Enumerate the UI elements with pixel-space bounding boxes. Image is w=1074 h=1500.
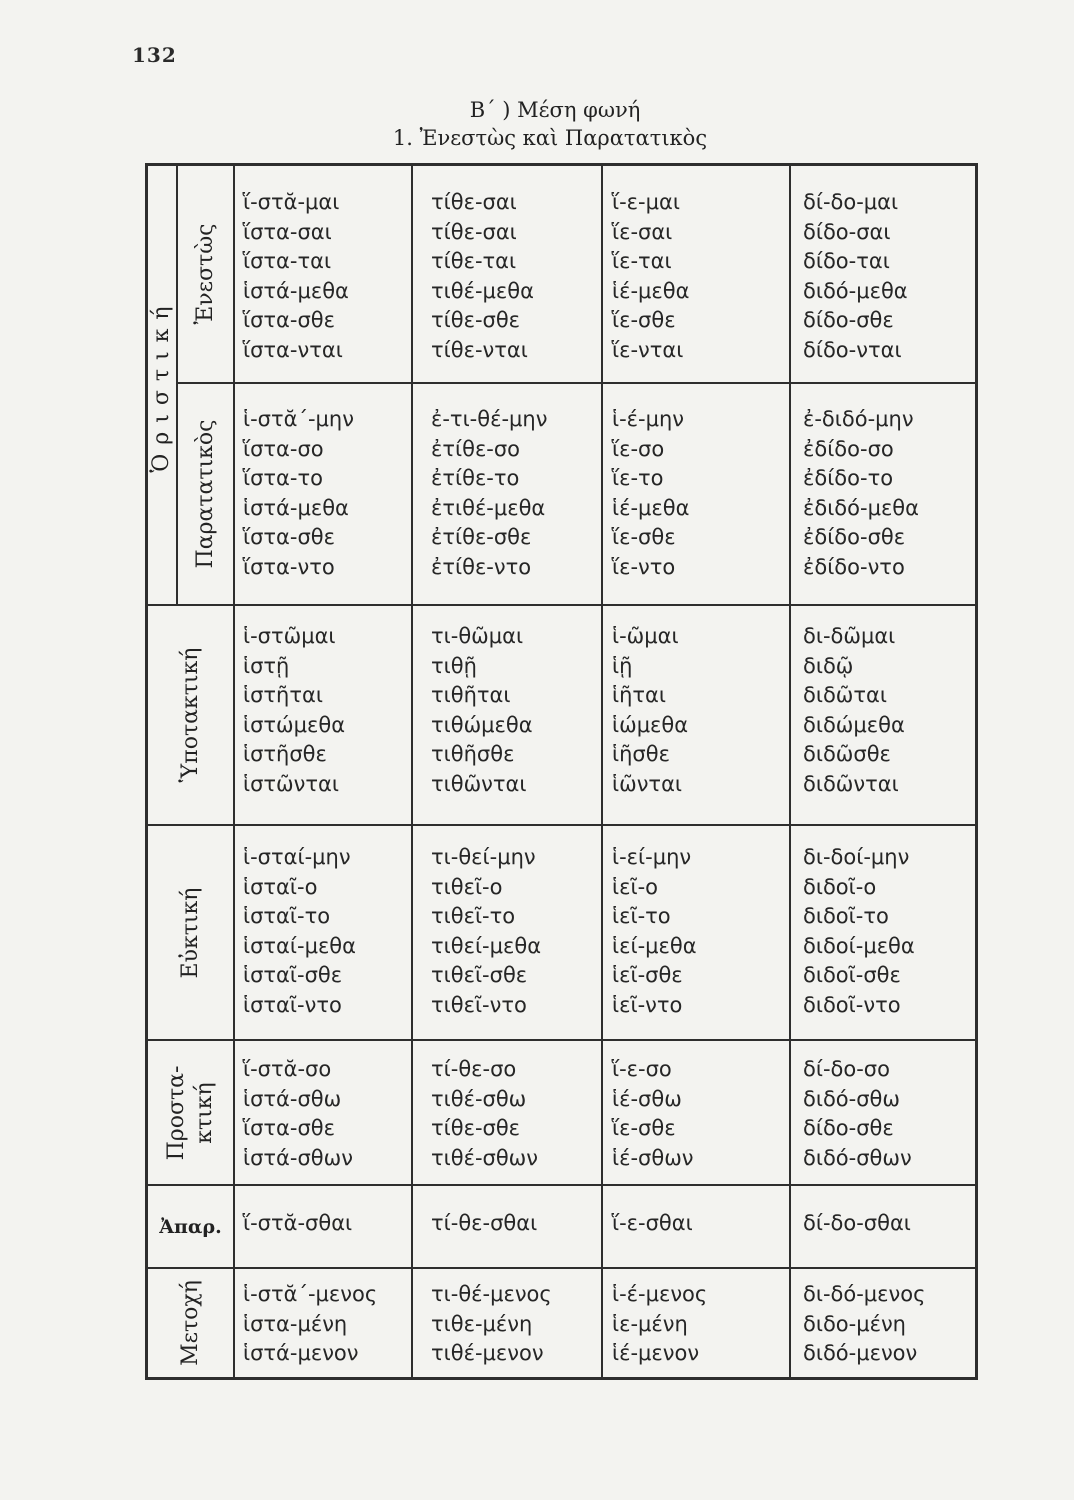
verb-form: ἱστῶνται — [243, 771, 339, 796]
verb-form: τίθε-νται — [431, 337, 528, 362]
verb-form: ἱέ-μεθα — [612, 495, 690, 520]
verb-form: ἱ-έ-μενος — [612, 1282, 708, 1306]
verb-form: ἱῆται — [612, 683, 667, 707]
verb-form: ἱ-στῶμαι — [243, 624, 336, 648]
verb-form: τιθέ-μενον — [431, 1341, 544, 1365]
mood-label-prostaktiki — [163, 1065, 219, 1160]
verb-form: τιθέ-σθων — [431, 1145, 538, 1170]
verb-form: ἵ-στᾰ-σθαι — [243, 1211, 353, 1235]
verb-form: διδῷ — [803, 653, 854, 678]
verb-form: ἱστά-σθω — [243, 1086, 342, 1111]
verb-form: ἱῇ — [612, 653, 633, 678]
verb-form: ἵε-το — [612, 466, 664, 490]
verb-form: ἱώμεθα — [612, 712, 689, 737]
verb-form: δίδο-ται — [803, 249, 890, 273]
verb-form: ἱεῖ-το — [612, 904, 671, 928]
aparemfato-column-3 — [603, 1186, 789, 1267]
mood-label-eyktiki: Εὐκτική — [177, 887, 203, 978]
verb-form: τιθῆσθε — [431, 742, 515, 766]
metochi-column-2 — [413, 1269, 601, 1377]
verb-form: ἱστά-μεθα — [243, 278, 349, 303]
verb-form: ἱέ-σθων — [612, 1145, 694, 1170]
verb-form: ἱστά-σθων — [243, 1145, 353, 1170]
enestos-column-1 — [235, 166, 411, 382]
verb-form: διδο-μένη — [803, 1311, 906, 1336]
verb-form: ἵστα-το — [243, 466, 323, 490]
verb-form: ἱε-μένη — [612, 1311, 688, 1336]
verb-form: δίδο-σθε — [803, 308, 894, 332]
metochi-column-4 — [791, 1269, 975, 1377]
prostaktiki-column-1 — [235, 1041, 411, 1184]
verb-form: ἵστα-σθε — [243, 525, 335, 549]
verb-form: τί-θε-σθαι — [431, 1211, 538, 1235]
aparemfato-column-2 — [413, 1186, 601, 1267]
verb-form: ἵστα-σθε — [243, 308, 335, 332]
verb-form: ἐτιθέ-μεθα — [431, 495, 546, 520]
verb-form: ἱστα-μένη — [243, 1311, 348, 1336]
verb-form: τι-θέ-μενος — [431, 1282, 552, 1306]
verb-form: τί-θε-σο — [431, 1057, 517, 1081]
verb-form: διδοί-μεθα — [803, 933, 915, 958]
verb-form: τι-θῶμαι — [431, 624, 524, 648]
page-number: 132 — [132, 43, 177, 67]
mood-label-oristiki: Ὁριστική — [149, 297, 174, 473]
verb-form: ἵε-ντο — [612, 554, 676, 579]
verb-form: ἵε-ται — [612, 249, 672, 273]
verb-form: τιθεί-μεθα — [431, 933, 542, 958]
verb-form: διδώμεθα — [803, 712, 905, 737]
verb-form: ἵ-στᾰ-σο — [243, 1057, 332, 1081]
aparemfato-column-1 — [235, 1186, 411, 1267]
verb-form: ἐδίδο-ντο — [803, 554, 905, 579]
prostaktiki-column-2 — [413, 1041, 601, 1184]
verb-form: ἱῆσθε — [612, 742, 670, 766]
verb-form: ἵστα-νται — [243, 337, 343, 362]
verb-form: διδό-σθων — [803, 1145, 912, 1170]
verb-form: διδό-μεθα — [803, 278, 908, 303]
verb-form: διδό-μενον — [803, 1341, 918, 1365]
verb-form: ἵστα-σαι — [243, 219, 332, 244]
verb-form: ἐ-διδό-μην — [803, 407, 914, 431]
prostaktiki-column-4 — [791, 1041, 975, 1184]
ypotaktiki-column-3 — [603, 606, 789, 824]
verb-form: ἐδίδο-σθε — [803, 525, 906, 549]
verb-form: ἱστῆται — [243, 683, 323, 707]
verb-form: ἐτίθε-ντο — [431, 554, 532, 579]
verb-form: ἱέ-σθω — [612, 1086, 682, 1111]
verb-form: τιθῇ — [431, 653, 477, 678]
verb-form: τιθεῖ-ντο — [431, 992, 527, 1017]
verb-form: ἵστα-ντο — [243, 554, 335, 579]
verb-form: τιθε-μένη — [431, 1311, 533, 1336]
verb-form: ἵε-σο — [612, 436, 665, 461]
eyktiki-column-3 — [603, 826, 789, 1039]
verb-form: τιθεῖ-σθε — [431, 963, 528, 987]
verb-form: ἱστά-μενον — [243, 1341, 359, 1365]
verb-form: ἵε-νται — [612, 337, 684, 362]
verb-form: ἱσταῖ-το — [243, 904, 331, 928]
ypotaktiki-column-1 — [235, 606, 411, 824]
verb-form: ἱέ-μεθα — [612, 278, 690, 303]
enestos-column-3 — [603, 166, 789, 382]
eyktiki-column-1 — [235, 826, 411, 1039]
verb-form: δί-δο-σθαι — [803, 1211, 911, 1235]
verb-form: ἱ-ῶμαι — [612, 624, 679, 648]
verb-form: διδό-σθω — [803, 1086, 900, 1111]
verb-form: ἵστα-σθε — [243, 1116, 335, 1140]
verb-form: ἱεῖ-ντο — [612, 992, 683, 1017]
verb-form: ἱσταί-μεθα — [243, 933, 356, 958]
verb-form: τίθε-ται — [431, 249, 517, 273]
verb-form: ἐτίθε-το — [431, 466, 520, 490]
verb-form: διδοῖ-το — [803, 904, 889, 928]
verb-form: ἐδίδο-το — [803, 466, 894, 490]
verb-form: τιθῶνται — [431, 771, 527, 796]
verb-form: ἱῶνται — [612, 771, 683, 796]
verb-form: διδῶται — [803, 683, 887, 707]
mood-label-cell-metochi — [148, 1269, 233, 1377]
section-title: Β΄ ) Μέση φωνή — [469, 98, 641, 122]
verb-form: ἵ-ε-σθαι — [612, 1211, 693, 1235]
paratatikos-column-1 — [235, 384, 411, 604]
section-subtitle: 1. Ἐνεστὼς καὶ Παρατατικὸς — [392, 126, 708, 150]
paratatikos-column-4 — [791, 384, 975, 604]
verb-form: ἵ-ε-μαι — [612, 190, 680, 214]
verb-form: τιθῆται — [431, 683, 511, 707]
verb-form: ἱστῆσθε — [243, 742, 327, 766]
verb-form: τιθέ-σθω — [431, 1086, 527, 1111]
mood-label-cell-oristiki — [148, 166, 176, 604]
verb-form: ἱστά-μεθα — [243, 495, 349, 520]
mood-label-cell-aparemfato — [148, 1186, 233, 1267]
verb-form: ἱσταῖ-ο — [243, 874, 318, 899]
verb-form: τίθε-σθε — [431, 308, 521, 332]
verb-form: ἐδίδο-σο — [803, 436, 894, 461]
enestos-column-4 — [791, 166, 975, 382]
prostaktiki-column-3 — [603, 1041, 789, 1184]
verb-form: ἱεῖ-ο — [612, 874, 658, 899]
verb-form: τιθεῖ-το — [431, 904, 516, 928]
verb-form: τιθέ-μεθα — [431, 278, 534, 303]
verb-form: ἱ-σταί-μην — [243, 845, 351, 869]
tense-label-enestos: Ἐνεστὼς — [192, 223, 218, 325]
verb-form: διδῶνται — [803, 771, 899, 796]
verb-form: ἵστα-ται — [243, 249, 332, 273]
mood-label-metochi: Μετοχή — [177, 1280, 203, 1366]
verb-form: ἱσταῖ-σθε — [243, 963, 343, 987]
verb-form: δί-δο-μαι — [803, 190, 899, 214]
verb-form: ἵε-σθε — [612, 525, 676, 549]
verb-form: ἱστῇ — [243, 653, 290, 678]
metochi-column-3 — [603, 1269, 789, 1377]
verb-form: ἵε-σθε — [612, 308, 676, 332]
ypotaktiki-column-4 — [791, 606, 975, 824]
verb-form: ἵε-σαι — [612, 219, 673, 244]
eyktiki-column-2 — [413, 826, 601, 1039]
enestos-column-2 — [413, 166, 601, 382]
paratatikos-column-3 — [603, 384, 789, 604]
verb-form: τιθεῖ-ο — [431, 874, 503, 899]
verb-form: δι-δῶμαι — [803, 624, 896, 648]
verb-form: τι-θεί-μην — [431, 845, 536, 869]
verb-form: διδῶσθε — [803, 742, 891, 766]
mood-label-cell-eyktiki — [148, 826, 233, 1039]
ypotaktiki-column-2 — [413, 606, 601, 824]
verb-form: ἱ-στᾰ΄-μενος — [243, 1282, 378, 1306]
verb-form: δίδο-σθε — [803, 1116, 894, 1140]
verb-form: ἱ-στᾰ΄-μην — [243, 407, 354, 431]
verb-form: ἱσταῖ-ντο — [243, 992, 342, 1017]
verb-form: τίθε-σαι — [431, 190, 517, 214]
verb-form: ἵ-ε-σο — [612, 1057, 672, 1081]
verb-form: ἱεί-μεθα — [612, 933, 697, 958]
metochi-column-1 — [235, 1269, 411, 1377]
verb-form: ἵ-στᾰ-μαι — [243, 190, 340, 214]
mood-label-prostaktiki-line-1: Προστα- — [163, 1065, 189, 1160]
verb-form: ἱεῖ-σθε — [612, 963, 683, 987]
verb-form: ἐδιδό-μεθα — [803, 495, 919, 520]
mood-label-aparemfato: Ἀπαρ. — [159, 1215, 222, 1238]
tense-label-paratatikos: Παρατατικὸς — [192, 419, 218, 569]
verb-form: ἱστώμεθα — [243, 712, 346, 737]
verb-form: τίθε-σαι — [431, 219, 517, 244]
mood-label-cell-ypotaktiki — [148, 606, 233, 824]
verb-form: ἐτίθε-σο — [431, 436, 521, 461]
tense-label-cell-enestos — [178, 166, 233, 382]
verb-form: ἵστα-σο — [243, 436, 324, 461]
mood-label-ypotaktiki: Ὑποτακτική — [177, 647, 203, 783]
verb-form: τίθε-σθε — [431, 1116, 521, 1140]
verb-form: ἐ-τι-θέ-μην — [431, 407, 548, 431]
verb-form: δίδο-σαι — [803, 219, 891, 244]
mood-label-prostaktiki-line-2: κτική — [191, 1081, 217, 1144]
verb-form: ἱ-εί-μην — [612, 845, 692, 869]
paratatikos-column-2 — [413, 384, 601, 604]
verb-form: ἐτίθε-σθε — [431, 525, 532, 549]
verb-form: δί-δο-σο — [803, 1057, 890, 1081]
verb-form: δι-δοί-μην — [803, 845, 910, 869]
verb-form: δίδο-νται — [803, 337, 902, 362]
verb-form: τιθώμεθα — [431, 712, 533, 737]
verb-form: διδοῖ-σθε — [803, 963, 901, 987]
conjugation-table — [145, 163, 978, 1380]
verb-form: διδοῖ-ο — [803, 874, 877, 899]
verb-form: δι-δό-μενος — [803, 1282, 926, 1306]
verb-form: ἱέ-μενον — [612, 1341, 700, 1365]
verb-form: ἵε-σθε — [612, 1116, 676, 1140]
verb-form: διδοῖ-ντο — [803, 992, 901, 1017]
mood-label-cell-prostaktiki — [148, 1041, 233, 1184]
aparemfato-column-4 — [791, 1186, 975, 1267]
verb-form: ἱ-έ-μην — [612, 407, 685, 431]
tense-label-cell-paratatikos — [178, 384, 233, 604]
eyktiki-column-4 — [791, 826, 975, 1039]
